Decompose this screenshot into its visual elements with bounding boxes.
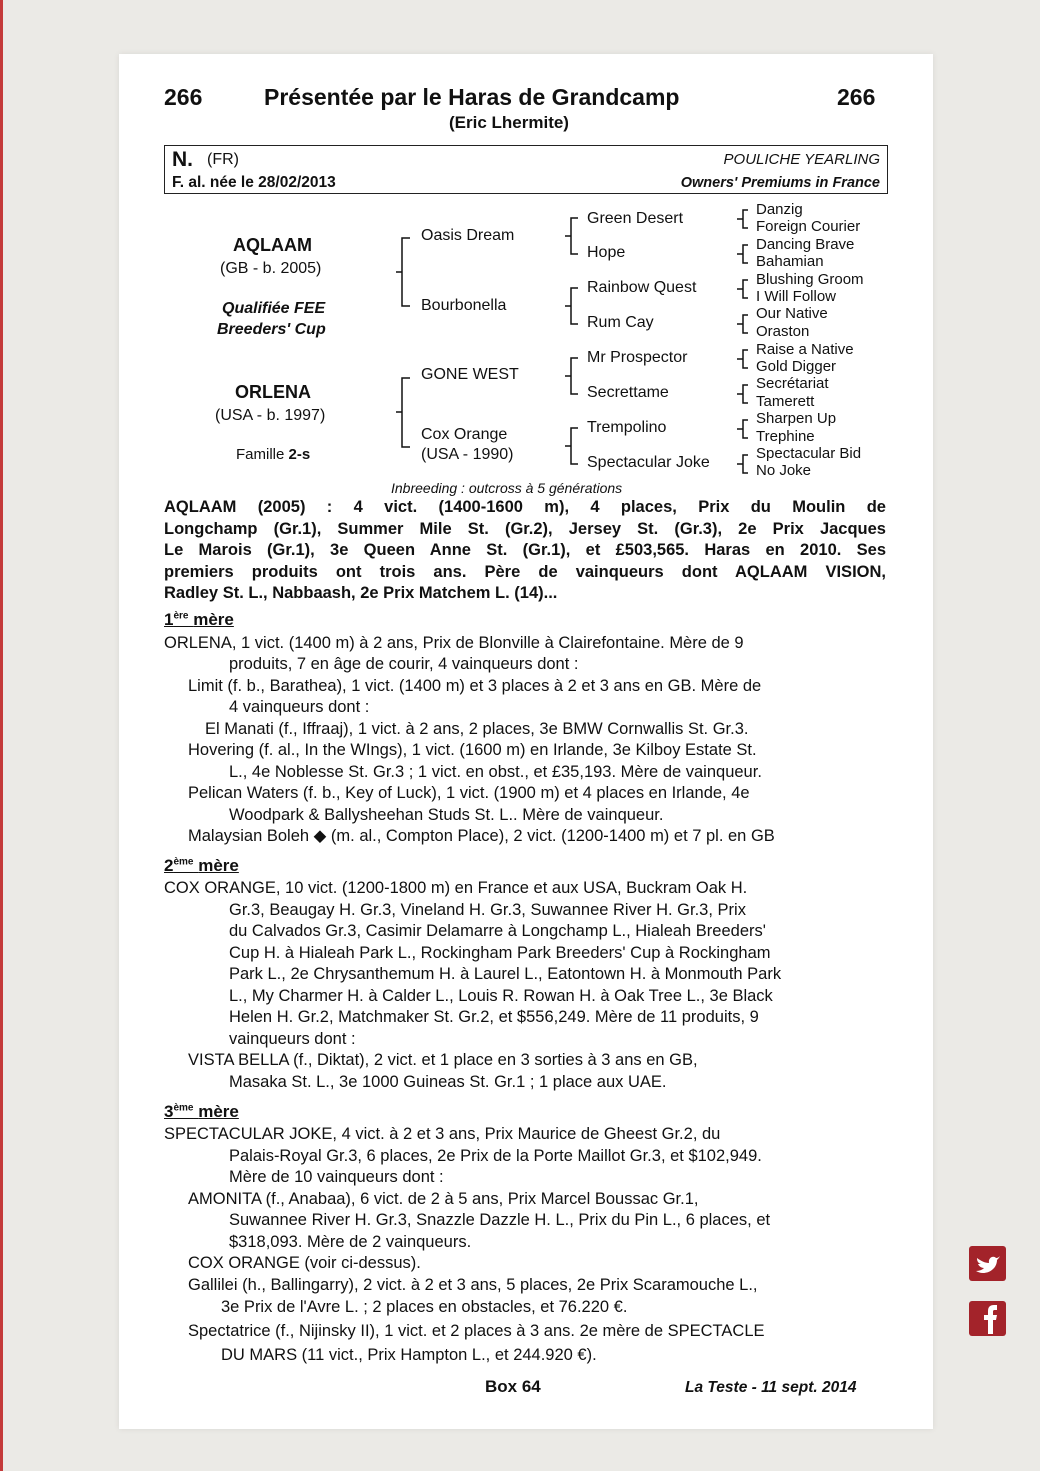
- gen4-dancing-brave: Dancing Brave: [756, 236, 855, 253]
- first-dam-line: Limit (f. b., Barathea), 1 vict. (1400 m) et 3 places à 2 et 3 ans en GB. Mère de: [188, 677, 762, 695]
- facebook-share-button[interactable]: [969, 1301, 1006, 1336]
- gen3-rum-cay: Rum Cay: [587, 314, 654, 331]
- sire-line: Longchamp (Gr.1), Summer Mile St. (Gr.2), Jersey St. (Gr.3), 2e Prix Jacques: [164, 519, 886, 538]
- first-dam-line: Pelican Waters (f. b., Key of Luck), 1 vict. (1900 m) et 4 places en Irlande, 4e: [188, 784, 750, 802]
- third-dam-line: Suwannee River H. Gr.3, Snazzle Dazzle H. L., Prix du Pin L., 6 places, et: [229, 1211, 771, 1229]
- third-dam-line: 3e Prix de l'Avre L. ; 2 places en obstacles, et 76.220 €.: [221, 1298, 628, 1316]
- page-edge-rule: [0, 0, 3, 1471]
- family-label: Famille: [236, 446, 285, 463]
- gen3-mr-prospector: Mr Prospector: [587, 349, 688, 366]
- heading-number: 3: [164, 1102, 174, 1121]
- sale-info: La Teste - 11 sept. 2014: [685, 1379, 857, 1396]
- gen2-cox-orange-detail: (USA - 1990): [421, 446, 514, 463]
- sire-note-breeders-cup: Breeders' Cup: [217, 321, 326, 338]
- second-dam-line: vainqueurs dont :: [229, 1030, 356, 1048]
- gen2-oasis-dream: Oasis Dream: [421, 227, 515, 244]
- second-dam-line: Masaka St. L., 3e 1000 Guineas St. Gr.1 ; 1 place aux UAE.: [229, 1073, 667, 1091]
- third-dam-line: $318,093. Mère de 2 vainqueurs.: [229, 1233, 472, 1251]
- horse-origin: (FR): [207, 151, 239, 168]
- horse-category: POULICHE YEARLING: [723, 151, 880, 168]
- heading-word: mère: [198, 856, 239, 875]
- dam-name: ORLENA: [235, 382, 311, 402]
- gen4-sharpen-up: Sharpen Up: [756, 410, 837, 427]
- first-dam-line: Hovering (f. al., In the WIngs), 1 vict. (1600 m) en Irlande, 3e Kilboy Estate St.: [188, 741, 757, 759]
- heading-suffix: ère: [173, 610, 189, 622]
- twitter-share-button[interactable]: [969, 1246, 1006, 1281]
- gen4-foreign-courier: Foreign Courier: [756, 218, 861, 235]
- heading-number: 2: [164, 856, 174, 875]
- gen4-i-will-follow: I Will Follow: [756, 288, 837, 305]
- lot-number-right: 266: [837, 84, 876, 110]
- third-dam-line: AMONITA (f., Anabaa), 6 vict. de 2 à 5 ans, Prix Marcel Boussac Gr.1,: [188, 1190, 699, 1208]
- gen4-raise-a-native: Raise a Native: [756, 341, 854, 358]
- gen4-blushing-groom: Blushing Groom: [756, 271, 864, 288]
- gen4-bahamian: Bahamian: [756, 253, 824, 270]
- heading-word: mère: [198, 1102, 239, 1121]
- third-dam-line: Palais-Royal Gr.3, 6 places, 2e Prix de la Porte Maillot Gr.3, et $102,949.: [229, 1147, 762, 1165]
- owners-premiums: Owners' Premiums in France: [680, 175, 880, 191]
- gen3-hope: Hope: [587, 244, 626, 261]
- heading-suffix: ème: [173, 856, 194, 868]
- first-dam-line: ORLENA, 1 vict. (1400 m) à 2 ans, Prix de Blonville à Clairefontaine. Mère de 9: [164, 634, 744, 652]
- gen3-secrettame: Secrettame: [587, 384, 669, 401]
- sire-line: Le Marois (Gr.1), 3e Queen Anne St. (Gr.1), et £503,565. Haras en 2010. Ses: [164, 541, 886, 559]
- sire-name: AQLAAM: [233, 235, 312, 255]
- third-dam-heading: [164, 1102, 239, 1122]
- gen3-spectacular-joke: Spectacular Joke: [587, 454, 710, 471]
- box-number: Box 64: [485, 1377, 541, 1396]
- dam-detail: (USA - b. 1997): [215, 407, 326, 424]
- gen3-trempolino: Trempolino: [587, 419, 667, 436]
- third-dam-line: Gallilei (h., Ballingarry), 2 vict. à 2 et 3 ans, 5 places, 2e Prix Scaramouche L.,: [188, 1276, 758, 1294]
- gen4-trephine: Trephine: [756, 428, 815, 445]
- first-dam-line: El Manati (f., Iffraaj), 1 vict. à 2 ans, 2 places, 3e BMW Cornwallis St. Gr.3.: [205, 720, 749, 738]
- second-dam-line: VISTA BELLA (f., Diktat), 2 vict. et 1 place en 3 sorties à 3 ans en GB,: [188, 1051, 698, 1069]
- first-dam-line: L., 4e Noblesse St. Gr.3 ; 1 vict. en obst., et £35,193. Mère de vainqueur.: [229, 763, 762, 781]
- gen3-green-desert: Green Desert: [587, 210, 684, 227]
- second-dam-heading: [164, 856, 239, 876]
- second-dam-line: Cup H. à Hialeah Park L., Rockingham Park Breeders' Cup à Rockingham: [229, 944, 771, 962]
- gen4-our-native: Our Native: [756, 305, 828, 322]
- sire-line: AQLAAM (2005) : 4 vict. (1400-1600 m), 4 places, Prix du Moulin de: [164, 498, 886, 516]
- heading-suffix: ème: [173, 1102, 194, 1114]
- lot-number-left: 266: [164, 84, 203, 110]
- second-dam-line: COX ORANGE, 10 vict. (1200-1800 m) en France et aux USA, Buckram Oak H.: [164, 879, 748, 897]
- consignor-name: (Eric Lhermite): [449, 113, 569, 132]
- horse-name: N.: [172, 148, 193, 171]
- heading-number: 1: [164, 610, 174, 629]
- second-dam-line: Gr.3, Beaugay H. Gr.3, Vineland H. Gr.3, Suwannee River H. Gr.3, Prix: [229, 901, 746, 919]
- sire-note-fee: Qualifiée FEE: [222, 300, 326, 317]
- page-title: Présentée par le Haras de Grandcamp: [264, 84, 680, 110]
- first-dam-line: Malaysian Boleh ◆ (m. al., Compton Place), 2 vict. (1200-1400 m) et 7 pl. en GB: [188, 827, 775, 845]
- sire-detail: (GB - b. 2005): [220, 260, 322, 277]
- gen2-bourbonella: Bourbonella: [421, 297, 507, 314]
- catalogue-page: [119, 54, 933, 1429]
- inbreeding-note: Inbreeding : outcross à 5 générations: [391, 480, 623, 496]
- first-dam-heading: [164, 610, 234, 630]
- twitter-icon: [969, 1246, 1006, 1281]
- gen2-gone-west: GONE WEST: [421, 366, 519, 383]
- gen4-tamerett: Tamerett: [756, 393, 815, 410]
- third-dam-line: DU MARS (11 vict., Prix Hampton L., et 244.920 €).: [221, 1346, 597, 1364]
- third-dam-line: Spectatrice (f., Nijinsky II), 1 vict. et 2 places à 3 ans. 2e mère de SPECTACLE: [188, 1322, 765, 1340]
- gen4-gold-digger: Gold Digger: [756, 358, 837, 375]
- gen3-rainbow-quest: Rainbow Quest: [587, 279, 697, 296]
- gen2-cox-orange: Cox Orange: [421, 426, 508, 443]
- family-number: 2-s: [288, 446, 311, 463]
- horse-birth: F. al. née le 28/02/2013: [172, 174, 336, 191]
- first-dam-line: Woodpark & Ballysheehan Studs St. L.. Mère de vainqueur.: [229, 806, 664, 824]
- sire-paragraph: [164, 497, 886, 605]
- first-dam-line: produits, 7 en âge de courir, 4 vainqueurs dont :: [229, 655, 579, 673]
- facebook-icon: [969, 1301, 1006, 1336]
- heading-word: mère: [193, 610, 234, 629]
- second-dam-line: Helen H. Gr.2, Matchmaker St. Gr.2, et $556,249. Mère de 11 produits, 9: [229, 1008, 759, 1026]
- second-dam-line: L., My Charmer H. à Calder L., Louis R. Rowan H. à Oak Tree L., 3e Black: [229, 987, 773, 1005]
- third-dam-line: Mère de 10 vainqueurs dont :: [229, 1168, 444, 1186]
- gen4-spectacular-bid: Spectacular Bid: [756, 445, 862, 462]
- third-dam-line: SPECTACULAR JOKE, 4 vict. à 2 et 3 ans, Prix Maurice de Gheest Gr.2, du: [164, 1125, 721, 1143]
- gen4-oraston: Oraston: [756, 323, 810, 340]
- sire-line: Radley St. L., Nabbaash, 2e Prix Matchem L. (14)...: [164, 584, 558, 602]
- second-dam-line: Park L., 2e Chrysanthemum H. à Laurel L., Eatontown H. à Monmouth Park: [229, 965, 782, 983]
- first-dam-line: 4 vainqueurs dont :: [229, 698, 370, 716]
- sire-line: premiers produits ont trois ans. Père de vainqueurs dont AQLAAM VISION,: [164, 562, 886, 581]
- gen4-no-joke: No Joke: [756, 462, 812, 479]
- gen4-danzig: Danzig: [756, 201, 803, 218]
- second-dam-line: du Calvados Gr.3, Casimir Delamarre à Longchamp L., Hialeah Breeders': [229, 922, 766, 940]
- gen4-secretariat: Secrétariat: [756, 375, 829, 392]
- third-dam-line: COX ORANGE (voir ci-dessus).: [188, 1254, 421, 1272]
- dam-family: [236, 446, 310, 463]
